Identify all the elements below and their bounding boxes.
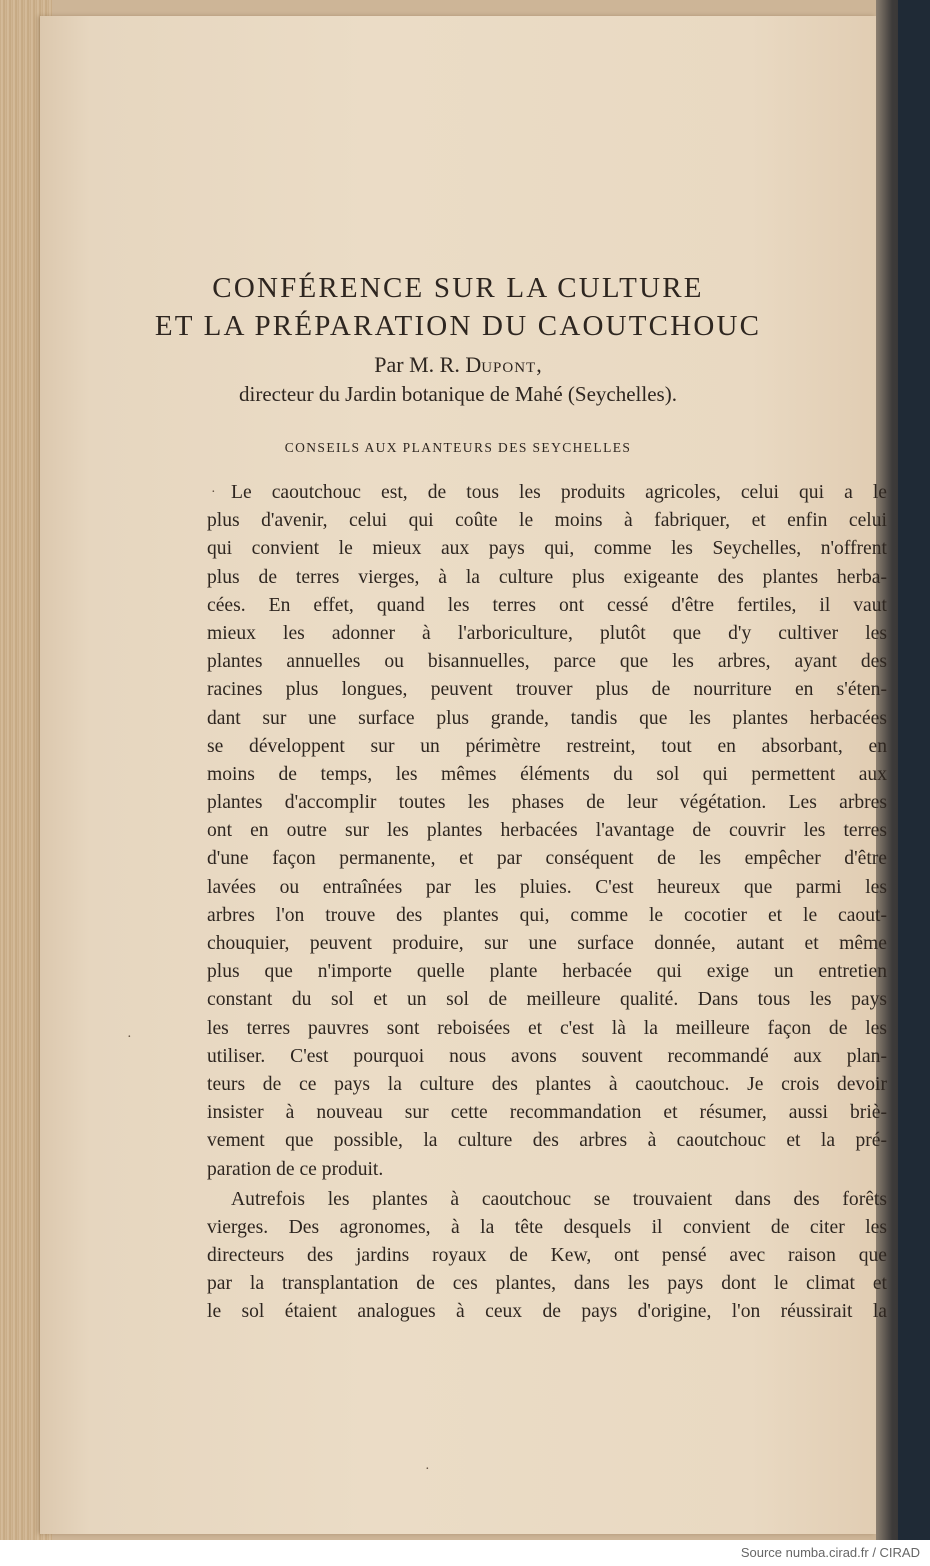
author-suffix: , bbox=[536, 352, 542, 377]
text-line: ont en outre sur les plantes herbacées l'avantage de couvrir les terres bbox=[207, 820, 887, 842]
section-heading: CONSEILS AUX PLANTEURS DES SEYCHELLES bbox=[284, 440, 632, 455]
text-line: plus que n'importe quelle plante herbacée qui exige un entretien bbox=[207, 961, 887, 983]
cover-strip bbox=[898, 0, 930, 1540]
print-mark: · bbox=[127, 1030, 132, 1045]
text-line: qui convient le mieux aux pays qui, comme les Seychelles, n'offrent bbox=[207, 538, 887, 560]
title-line-2: ET LA PRÉPARATION DU CAOUTCHOUC bbox=[154, 310, 762, 342]
text-line: utiliser. C'est pourquoi nous avons souvent recommandé aux plan- bbox=[207, 1045, 887, 1067]
text-line: directeurs des jardins royaux de Kew, ont pensé avec raison que bbox=[207, 1245, 887, 1267]
text-line: Autrefois les plantes à caoutchouc se trouvaient dans des forêts bbox=[231, 1188, 887, 1210]
text-line: dant sur une surface plus grande, tandis que les plantes herbacées bbox=[207, 707, 887, 729]
source-credit: Source numba.cirad.fr / CIRAD bbox=[740, 1545, 920, 1560]
text-line: lavées ou entraînées par les pluies. C'est heureux que parmi les bbox=[207, 876, 887, 898]
text-line: insister à nouveau sur cette recommandation et résumer, aussi briè- bbox=[207, 1102, 887, 1124]
text-line: racines plus longues, peuvent trouver plus de nourriture en s'éten- bbox=[207, 679, 887, 701]
text-line: plus de terres vierges, à la culture plus exigeante des plantes herba- bbox=[207, 566, 887, 588]
text-line: chouquier, peuvent produire, sur une surface donnée, autant et même bbox=[207, 933, 887, 954]
print-mark: · bbox=[425, 1462, 430, 1477]
text-line: constant du sol et un sol de meilleure qualité. Dans tous les pays bbox=[207, 989, 887, 1011]
print-mark: · bbox=[211, 485, 216, 500]
text-line: d'une façon permanente, et par conséquent de les empêcher d'être bbox=[207, 848, 887, 870]
text-line: vierges. Des agronomes, à la tête desquels il convient de citer les bbox=[207, 1216, 887, 1238]
body-text bbox=[207, 479, 887, 1327]
text-line: arbres l'on trouve des plantes qui, comme le cocotier et le caout- bbox=[207, 904, 887, 926]
text-line: vement que possible, la culture des arbres à caoutchouc et la pré- bbox=[207, 1130, 887, 1152]
text-line: Le caoutchouc est, de tous les produits agricoles, celui qui a le bbox=[231, 482, 887, 503]
text-line: le sol étaient analogues à ceux de pays d'origine, l'on réussirait la bbox=[207, 1301, 887, 1323]
text-line: plantes annuelles ou bisannuelles, parce que les arbres, ayant des bbox=[207, 651, 887, 673]
text-line: les terres pauvres sont reboisées et c'est là la meilleure façon de les bbox=[207, 1017, 887, 1039]
text-line: par la transplantation de ces plantes, dans les pays dont le climat et bbox=[207, 1273, 887, 1295]
text-line: moins de temps, les mêmes éléments du sol qui permettent aux bbox=[207, 763, 887, 785]
author-prefix: Par M. R. D bbox=[374, 352, 482, 377]
author-line bbox=[40, 352, 876, 378]
text-line: teurs de ce pays la culture des plantes à caoutchouc. Je crois devoir bbox=[207, 1073, 887, 1095]
text-line: plantes d'accomplir toutes les phases de leur végétation. Les arbres bbox=[207, 792, 887, 814]
text-line: mieux les adonner à l'arboriculture, plutôt que d'y cultiver les bbox=[207, 622, 887, 644]
text-line: cées. En effet, quand les terres ont cessé d'être fertiles, il vaut bbox=[207, 594, 887, 616]
author-small-caps: UPONT bbox=[481, 360, 537, 376]
text-line: plus d'avenir, celui qui coûte le moins à fabriquer, et enfin celui bbox=[207, 510, 887, 532]
title-line-1: CONFÉRENCE SUR LA CULTURE bbox=[212, 272, 704, 304]
text-line: se développent sur un périmètre restreint, tout en absorbant, en bbox=[207, 735, 887, 757]
affiliation: directeur du Jardin botanique de Mahé (Seychelles). bbox=[239, 382, 677, 406]
text-line: paration de ce produit. bbox=[207, 1158, 384, 1180]
